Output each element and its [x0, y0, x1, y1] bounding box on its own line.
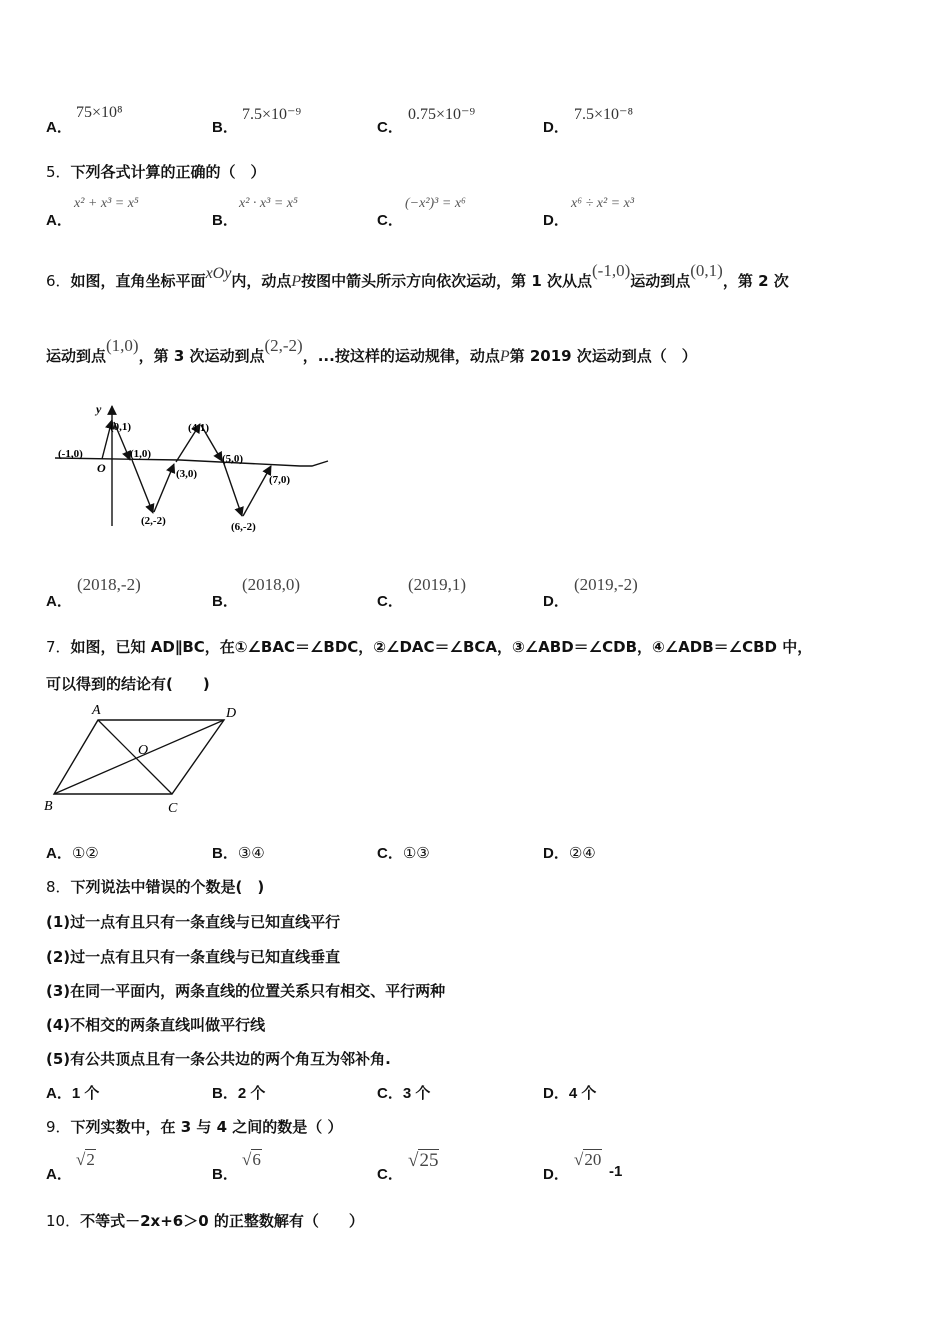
- option-letter: A．: [46, 119, 72, 136]
- q5-option-c: C．: [377, 212, 403, 229]
- q6-text-1d: 运动到点: [630, 272, 691, 290]
- label-c: C: [168, 801, 178, 816]
- radicand: 25: [419, 1150, 439, 1171]
- q6-text-1e: ，第 2 次: [722, 272, 789, 290]
- q5-option-b: B．: [212, 212, 238, 229]
- q6-text-2b: ，第 3 次运动到点: [138, 347, 265, 365]
- q8-stem: [46, 876, 264, 897]
- q7-stem-line1: [46, 636, 812, 657]
- question-number: 5．: [46, 163, 71, 181]
- point-start: (-1,0): [592, 261, 631, 280]
- option-letter: C．: [377, 1085, 403, 1102]
- option-text: 3 个: [402, 1085, 431, 1102]
- q6-stem-line2: [46, 336, 697, 366]
- radicand: 2: [86, 1150, 95, 1169]
- question-text: 不等式－2x+6＞0 的正整数解有（ ）: [80, 1212, 364, 1230]
- radicand: 20: [584, 1150, 602, 1169]
- q6-option-a: A．: [46, 593, 72, 610]
- question-number: 8．: [46, 878, 71, 896]
- q5-option-d-expr: x⁶ ÷ x² = x³: [571, 196, 635, 211]
- q8-statement-2: (2)过一点有且只有一条直线与已知直线垂直: [46, 948, 341, 966]
- label-0-1: (0,1): [110, 421, 132, 433]
- q7-option-c: [377, 842, 430, 863]
- q4-option-b: B．: [212, 119, 238, 136]
- q4-option-a-expr: 75×10⁸: [76, 104, 123, 121]
- question-number: 7．: [46, 638, 71, 656]
- option-letter: B．: [212, 845, 238, 862]
- option-letter: D．: [543, 1085, 569, 1102]
- question-text: 下列各式计算的正确的（ ）: [70, 163, 266, 181]
- label-a: A: [92, 703, 101, 718]
- q4-option-d-expr: 7.5×10⁻⁸: [574, 106, 634, 123]
- q6-stem-line1: [46, 261, 789, 291]
- q7-stem-line2: 可以得到的结论有( ): [46, 675, 210, 693]
- label-7-0: (7,0): [269, 474, 291, 486]
- radicand: 6: [252, 1150, 261, 1169]
- option-text: 4 个: [568, 1085, 597, 1102]
- q6-text-1b: 内，动点: [231, 272, 292, 290]
- q9-option-c: C．: [377, 1166, 403, 1183]
- q4-option-a: [46, 116, 72, 137]
- q9-option-a: A．: [46, 1166, 72, 1183]
- segment-4: [154, 464, 174, 512]
- option-text: 1 个: [71, 1085, 100, 1102]
- option-text: ①②: [71, 845, 99, 862]
- point-first: (0,1): [690, 261, 723, 280]
- question-number: 9．: [46, 1118, 71, 1136]
- q8-statement-3: (3)在同一平面内，两条直线的位置关系只有相交、平行两种: [46, 982, 446, 1000]
- point-third: (2,-2): [264, 336, 303, 355]
- question-text: 如图，已知 AD∥BC，在①∠BAC＝∠BDC，②∠DAC＝∠BCA，③∠ABD＝∠CDB，④∠ADB＝∠CBD 中，: [70, 638, 813, 656]
- question-text: 下列说法中错误的个数是( ): [70, 878, 265, 896]
- q9-stem: [46, 1116, 343, 1137]
- q4-option-c-expr: 0.75×10⁻⁹: [408, 106, 476, 123]
- q7-option-b: [212, 842, 265, 863]
- segment-7: [223, 461, 242, 516]
- option-letter: B．: [212, 1085, 238, 1102]
- q7-option-d: [543, 842, 596, 863]
- q6-text-2c: ，...按这样的运动规律，动点: [302, 347, 500, 365]
- q6-text-1c: 按图中箭头所示方向依次运动，第 1 次从点: [301, 272, 593, 290]
- sqrt-icon: √: [76, 1150, 86, 1169]
- label-b: B: [44, 799, 53, 814]
- option-text: ③④: [237, 845, 265, 862]
- label-6-m2: (6,-2): [231, 521, 256, 533]
- sqrt-icon: √: [408, 1150, 419, 1171]
- point-p: P: [291, 273, 302, 290]
- plane-name: xOy: [205, 265, 232, 282]
- q6-option-d: D．: [543, 593, 569, 610]
- q10-stem: [46, 1210, 364, 1231]
- q5-option-b-expr: x² · x³ = x⁵: [239, 196, 298, 211]
- label-3-0: (3,0): [176, 468, 198, 480]
- q8-statement-4: (4)不相交的两条直线叫做平行线: [46, 1016, 266, 1034]
- label-1-0: (1,0): [130, 448, 152, 460]
- option-text: ②④: [568, 845, 596, 862]
- option-letter: D．: [543, 845, 569, 862]
- q9-option-b: B．: [212, 1166, 238, 1183]
- q7-parallelogram-figure: [42, 700, 252, 820]
- q6-option-b-expr: (2018,0): [242, 575, 301, 594]
- q4-option-d: D．: [543, 119, 569, 136]
- q8-statement-1: (1)过一点有且只有一条直线与已知直线平行: [46, 913, 341, 931]
- q8-option-b: [212, 1082, 265, 1103]
- option-letter: A．: [46, 845, 72, 862]
- x-axis: [55, 458, 328, 466]
- q9-option-d-suffix: -1: [609, 1163, 623, 1180]
- q9-option-c-expr: [408, 1150, 439, 1172]
- option-text: ①③: [402, 845, 430, 862]
- option-letter: C．: [377, 845, 403, 862]
- q4-option-b-expr: 7.5×10⁻⁹: [242, 106, 302, 123]
- segment-8: [243, 466, 271, 516]
- label-origin: O: [97, 461, 106, 475]
- q5-option-a-expr: x² + x³ = x⁵: [74, 196, 139, 211]
- q6-option-b: B．: [212, 593, 238, 610]
- label-o: O: [138, 743, 149, 758]
- q8-statement-5: (5)有公共顶点且有一条公共边的两个角互为邻补角.: [46, 1050, 391, 1068]
- sqrt-icon: √: [242, 1150, 252, 1169]
- q5-option-a: A．: [46, 212, 72, 229]
- q8-option-d: [543, 1082, 596, 1103]
- q9-option-a-expr: [76, 1150, 96, 1170]
- label-5-0: (5,0): [222, 453, 244, 465]
- q9-option-d: D．: [543, 1166, 569, 1183]
- q6-option-c-expr: (2019,1): [408, 575, 467, 594]
- option-text: 2 个: [237, 1085, 266, 1102]
- label-y: y: [96, 402, 102, 416]
- sqrt-icon: √: [574, 1150, 584, 1169]
- option-letter: A．: [46, 1085, 72, 1102]
- q8-option-a: [46, 1082, 99, 1103]
- q6-text-2a: 运动到点: [46, 347, 107, 365]
- q6-option-a-expr: (2018,-2): [77, 575, 141, 594]
- label-2-m2: (2,-2): [141, 515, 166, 527]
- q6-option-d-expr: (2019,-2): [574, 575, 638, 594]
- label-m1-0: (-1,0): [58, 448, 83, 460]
- q6-text-2d: 第 2019 次运动到点（ ）: [509, 347, 697, 365]
- q7-option-a: [46, 842, 99, 863]
- label-4-1: (4,1): [188, 422, 210, 434]
- q9-option-d-expr: [574, 1150, 602, 1170]
- diagonal-ac: [98, 720, 172, 794]
- q6-text-1a: 如图，直角坐标平面: [70, 272, 206, 290]
- label-d: D: [226, 706, 237, 721]
- point-second: (1,0): [106, 336, 139, 355]
- point-p: P: [499, 348, 510, 365]
- q6-motion-figure: [50, 398, 335, 540]
- q8-option-c: [377, 1082, 430, 1103]
- q9-option-b-expr: [242, 1150, 262, 1170]
- q5-option-d: D．: [543, 212, 569, 229]
- q4-option-c: C．: [377, 119, 403, 136]
- question-text: 下列实数中，在 3 与 4 之间的数是（ ）: [70, 1118, 343, 1136]
- q5-option-c-expr: (−x²)³ = x⁶: [405, 196, 466, 211]
- question-number: 10．: [46, 1212, 81, 1230]
- q6-option-c: C．: [377, 593, 403, 610]
- question-number: 6．: [46, 272, 71, 290]
- q5-stem: [46, 161, 266, 182]
- segment-3: [132, 460, 153, 513]
